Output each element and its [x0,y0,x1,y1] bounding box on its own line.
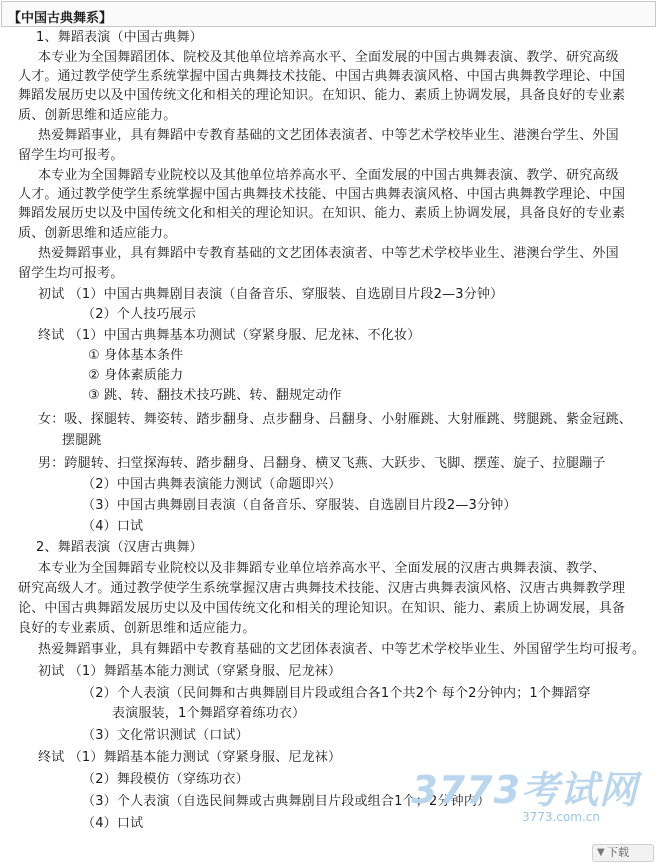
text-line: （3）文化常识测试（口试） [82,728,249,743]
text-line: （3）个人表演（自选民间舞或古典舞剧目片段或组合1个；2分钟内） [82,794,491,809]
text-line: 表演服装，1个舞蹈穿着练功衣） [112,706,306,721]
text-line: 热爱舞蹈事业，具有舞蹈中专教育基础的文艺团体表演者、中等艺术学校毕业生、港澳台学生、外国 [38,128,619,143]
text-line: 终试 （1）中国古典舞基本功测试（穿紧身服、尼龙袜、不化妆） [38,328,421,343]
text-line: （2）中国古典舞表演能力测试（命题即兴） [82,477,342,492]
section-title: 【中国古典舞系】 [8,11,113,26]
text-line: 本专业为全国舞蹈专业院校以及非舞蹈专业单位培养高水平、全面发展的汉唐古典舞表演、教学、 [38,561,606,576]
section-header [1,1,656,27]
watermark-brand: 3773考试网 [411,768,638,812]
text-line: （4）口试 [82,816,144,831]
download-arrow-icon: ▼ [597,847,605,858]
text-line: 初试 （1）舞蹈基本能力测试（穿紧身服、尼龙袜） [38,664,342,679]
text-line: 留学生均可报考。 [18,266,124,281]
text-line: 本专业为全国舞蹈团体、院校及其他单位培养高水平、全面发展的中国古典舞表演、教学、研究高级 [38,50,619,65]
text-line: 质、创新思维和适应能力。 [18,226,177,241]
text-line: 1、舞蹈表演（中国古典舞） [36,30,203,45]
watermark [411,770,638,824]
text-line: 良好的专业素质、创新思维和适应能力。 [18,621,256,636]
text-line: 热爱舞蹈事业，具有舞蹈中专教育基础的文艺团体表演者、中等艺术学校毕业生、港澳台学生、外国 [38,246,619,261]
text-line: （2）个人技巧展示 [82,307,197,322]
text-line: 舞蹈发展历史以及中国传统文化和相关的理论知识。在知识、能力、素质上协调发展，具备良好的专业素 [18,206,626,221]
text-line: 人才。通过教学使学生系统掌握中国古典舞技术技能、中国古典舞表演风格、中国古典舞教学理论、中国 [18,69,626,84]
text-line: ③ 跳、转、翻技术技巧跳、转、翻规定动作 [88,388,342,403]
text-line: ② 身体素质能力 [88,368,184,383]
text-line: 女：吸、探腿转、舞姿转、踏步翻身、点步翻身、吕翻身、小射雁跳、大射雁跳、劈腿跳、紫金冠跳、 [38,412,633,427]
text-line: 质、创新思维和适应能力。 [18,108,177,123]
text-line: 初试 （1）中国古典舞剧目表演（自备音乐、穿服装、自选剧目片段2—3分钟） [38,287,504,302]
text-line: 本专业为全国舞蹈专业院校以及其他单位培养高水平、全面发展的中国古典舞表演、教学、研究高级 [38,168,619,183]
text-line: 摆腿跳 [62,433,102,448]
text-line: 留学生均可报考。 [18,148,124,163]
text-line: 热爱舞蹈事业，具有舞蹈中专教育基础的文艺团体表演者、中等艺术学校毕业生、外国留学生均可报考。 [38,642,646,657]
text-line: ① 身体基本条件 [88,348,184,363]
text-line: 2、舞蹈表演（汉唐古典舞） [36,540,203,555]
text-line: 男：跨腿转、扫堂探海转、踏步翻身、吕翻身、横叉飞燕、大跃步、飞脚、摆莲、旋子、拉腿蹦子 [38,456,606,471]
download-label: 下载 [607,846,629,859]
text-line: （2）个人表演（民间舞和古典舞剧目片段或组合各1个共2个 每个2分钟内；1个舞蹈穿 [82,686,591,701]
text-line: 论、中国古典舞蹈发展历史以及中国传统文化和相关的理论知识。在知识、能力、素质上协调发展，具备 [18,601,626,616]
text-line: （3）中国古典舞剧目表演（自备音乐、穿服装、自选剧目片段2—3分钟） [82,498,517,513]
download-button[interactable] [592,844,654,862]
text-line: 终试 （1）舞蹈基本能力测试（穿紧身服、尼龙袜） [38,750,342,765]
text-line: （2）舞段模仿（穿练功衣） [82,772,249,787]
text-line: 舞蹈发展历史以及中国传统文化和相关的理论知识。在知识、能力、素质上协调发展，具备良好的专业素 [18,88,626,103]
watermark-url: 3773.com.cn [522,810,600,824]
text-line: 人才。通过教学使学生系统掌握中国古典舞技术技能、中国古典舞表演风格、中国古典舞教学理论、中国 [18,187,626,202]
text-line: （4）口试 [82,519,144,534]
text-line: 研究高级人才。通过教学使学生系统掌握汉唐古典舞技术技能、汉唐古典舞表演风格、汉唐古典舞教学理 [18,581,626,596]
